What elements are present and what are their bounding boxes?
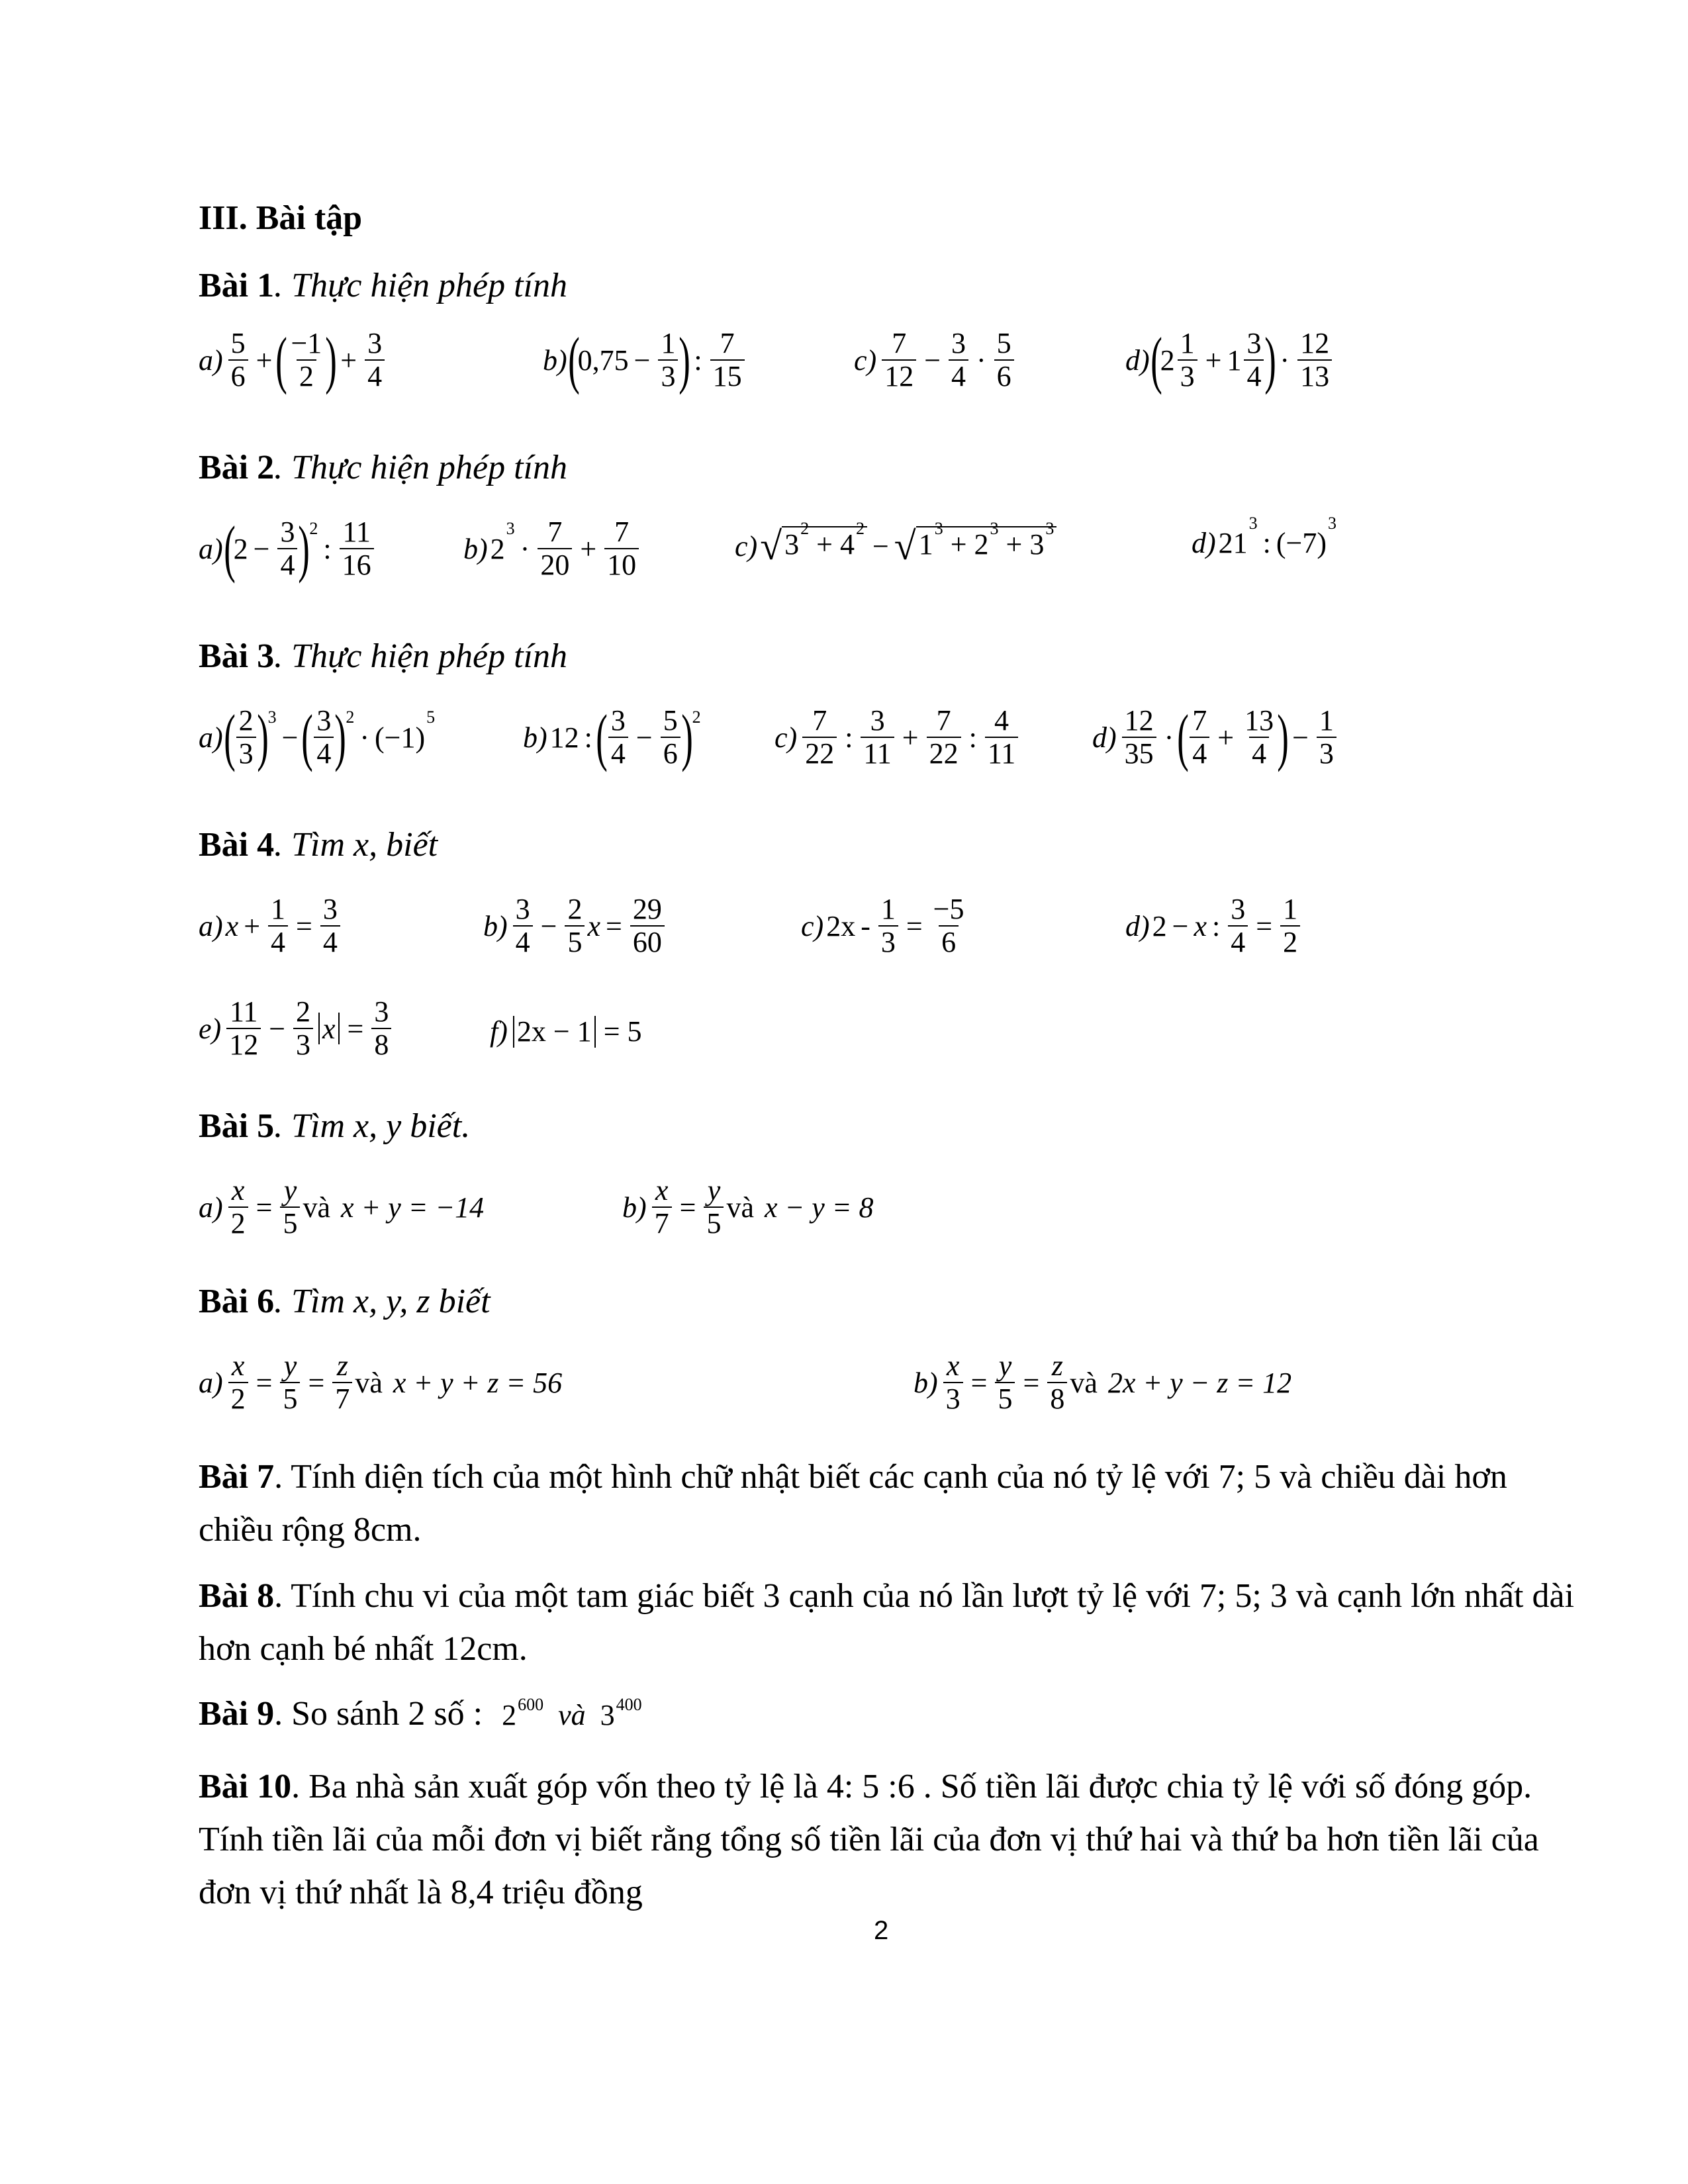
exercise-7 xyxy=(199,1451,1585,1557)
problem-2c: c) √ $3^2 + 4^2$ − √ $1^3 + 2^3 + 3^3$ xyxy=(735,526,1056,566)
exercise-title: . Tìm x, y, z biết xyxy=(274,1283,491,1320)
problem-3a: a) ( 2 3 ) 3 − ( 3 4 ) 2 · (−1) 5 xyxy=(199,702,436,772)
problem-3b: b) 12 : ( 3 4 − $\frac{5}{6}$ ) 2 xyxy=(523,702,701,772)
exercise-1-heading xyxy=(199,265,567,307)
problem-4b: b) 3 4 − $\frac{2}{5}$ x = $\frac{29}{60}$ xyxy=(483,893,667,958)
exercise-title: . Tìm x, biết xyxy=(274,826,438,864)
exercise-label: Bài 2 xyxy=(199,449,275,486)
exercise-title: . Tìm x, y biết. xyxy=(274,1107,471,1145)
exercise-4-problems-row2 xyxy=(0,996,1688,1089)
exercise-label: Bài 9 xyxy=(199,1695,275,1733)
exercise-label: Bài 3 xyxy=(199,637,275,675)
problem-4a: a) x + $\frac{1}{4}$ = $\frac{3}{4}$ xyxy=(199,893,343,958)
exercise-title: . Thực hiện phép tính xyxy=(274,267,568,304)
exercise-label: Bài 6 xyxy=(199,1283,275,1320)
exercise-4-problems-row1 xyxy=(0,893,1688,986)
problem-6b: b) $\frac{x}{3}$ = $\frac{y}{5}$ = $\frac{z}{8}$ và 2x + y − z = 12 xyxy=(914,1349,1292,1415)
exercise-title: . Thực hiện phép tính xyxy=(274,449,568,486)
exercise-label: Bài 8 xyxy=(199,1577,275,1615)
page-number: 2 xyxy=(874,1916,889,1945)
exercise-label: Bài 7 xyxy=(199,1458,275,1496)
exercise-text: . Ba nhà sản xuất góp vốn theo tỷ lệ là 4: 5 :6 . Số tiền lãi được chia tỷ lệ với số đóng góp. Tính tiền lãi của mỗi đơn vị biết rằng tổng số tiền lãi của đơn vị thứ hai và thứ ba hơn tiền lãi của đơn vị thứ nhất là 8,4 triệu đồng xyxy=(199,1768,1539,1911)
section-title: III. Bài tập xyxy=(199,199,363,237)
problem-2a: a) ( 2 − $\frac{3}{4}$ ) 2 : 11 16 xyxy=(199,516,377,581)
exercise-10 xyxy=(199,1760,1585,1919)
exercise-5-heading xyxy=(199,1105,470,1148)
problem-3d: d) 12 35 · ( 7 4 + $\frac{13}{4}$ ) − $\frac{1}{3}$ xyxy=(1092,705,1339,770)
exercise-9 xyxy=(199,1688,1585,1746)
problem-3c: c) 7 22 : 3 11 + $\frac{7}{22}$ : 4 11 xyxy=(774,705,1021,770)
exercise-6-problems xyxy=(0,1350,1688,1443)
exercise-5-problems xyxy=(0,1175,1688,1267)
problem-5b: b) $\frac{x}{7}$ = $\frac{y}{5}$ và x − y = 8 xyxy=(622,1174,874,1240)
problem-1c: c) 7 12 − $\frac{3}{4}$ · 5 6 xyxy=(854,328,1017,392)
problem-2b: b) 2 3 · 7 20 + $\frac{7}{10}$ xyxy=(463,516,641,581)
exercise-label: Bài 5 xyxy=(199,1107,275,1145)
exercise-1-problems xyxy=(0,324,1688,420)
exercise-8 xyxy=(199,1570,1585,1676)
exercise-6-heading xyxy=(199,1281,491,1323)
problem-1a: a) 5 6 + ( −1 2 ) + $\frac{3}{4}$ xyxy=(199,328,387,392)
exercise-text: . Tính chu vi của một tam giác biết 3 cạnh của nó lần lượt tỷ lệ với 7; 5; 3 và cạnh lớn nhất dài hơn cạnh bé nhất 12cm. xyxy=(199,1577,1575,1668)
problem-4d: d) 2 − x : $\frac{3}{4}$ = $\frac{1}{2}$ xyxy=(1125,893,1303,958)
exercise-4-heading xyxy=(199,824,438,866)
problem-4c: c) 2x - $\frac{1}{3}$ = $\frac{-5}{6}$ xyxy=(801,893,964,958)
exercise-label: Bài 1 xyxy=(199,267,275,304)
problem-4f: f) 2x − 1 = 5 xyxy=(490,1015,642,1048)
exercise-label: Bài 4 xyxy=(199,826,275,864)
exercise-label: Bài 10 xyxy=(199,1768,292,1805)
exercise-3-heading xyxy=(199,635,567,678)
exercise-3-problems xyxy=(0,702,1688,797)
exercise-2-problems xyxy=(0,513,1688,609)
exercise-2-heading xyxy=(199,447,567,489)
exercise-title: . Thực hiện phép tính xyxy=(274,637,568,675)
exercise-text: . So sánh 2 số : xyxy=(274,1695,483,1733)
problem-4e: e) 11 12 − $\frac{2}{3}$ x = $\frac{3}{8}$ xyxy=(199,996,394,1061)
exercise-text: . Tính diện tích của một hình chữ nhật biết các cạnh của nó tỷ lệ với 7; 5 và chiều dài hơn chiều rộng 8cm. xyxy=(199,1458,1507,1549)
problem-2d: d) 21 3 : (−7) 3 xyxy=(1192,513,1337,559)
problem-1d: d) ( 2 1 3 + 1 $\frac{3}{4}$ ) · 12 13 xyxy=(1125,328,1335,392)
problem-6a: a) $\frac{x}{2}$ = $\frac{y}{5}$ = $\frac{z}{7}$ và x + y + z = 56 xyxy=(199,1349,563,1415)
problem-1b: b) ( 0,75 − $\frac{1}{3}$ ) : 7 15 xyxy=(543,328,747,392)
comparison-expression: $2^{600}$ và $3^{400}$ xyxy=(502,1695,642,1731)
problem-5a: a) $\frac{x}{2}$ = $\frac{y}{5}$ và x + y = −14 xyxy=(199,1174,485,1240)
